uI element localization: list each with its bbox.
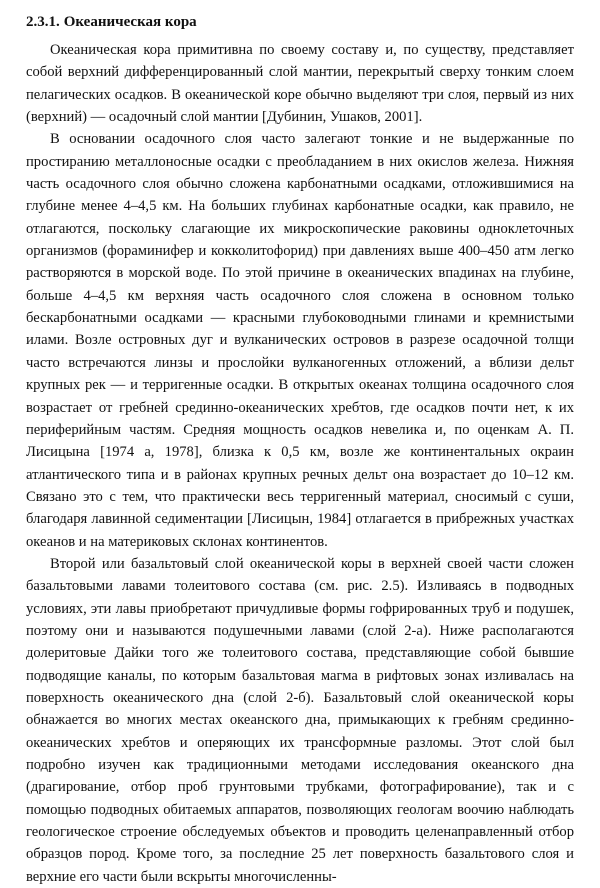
section-title: Океаническая кора	[63, 14, 197, 30]
document-page	[26, 10, 574, 888]
section-number: 2.3.1.	[26, 14, 60, 30]
paragraph-2: В основании осадочного слоя часто залегают тонкие и не выдержанные по простиранию металлоносные осадки с преобладанием в них окислов железа. Нижняя часть осадочного слоя обычно сложена карбонатными осадками, отложившимися на глубине менее 4–4,5 км. На больших глубинах карбонатные осадки, как правило, не отлагаются, поскольку слагающие их микроскопические раковины одноклеточных организмов (фораминифер и кокколитофорид) при давлениях выше 400–450 атм легко растворяются в морской воде. По этой причине в океанических впадинах на глубине, больше 4–4,5 км верхняя часть осадочного слоя сложена в основном только бескарбонатными осадками — красными глубоководными глинами и кремнистыми илами. Возле островных дуг и вулканических островов в разрезе осадочной толщи часто встречаются линзы и прослойки вулканогенных отложений, а вблизи дельт крупных рек — и терригенные осадки. В открытых океанах толщина осадочного слоя возрастает от гребней срединно-океанических хребтов, где осадков почти нет, к их периферийным частям. Средняя мощность осадков невелика и, по оценкам А. П. Лисицына [1974 а, 1978], близка к 0,5 км, возле же континентальных окраин атлантического типа и в районах крупных речных дельт она возрастает до 10–12 км. Связано это с тем, что практически весь терригенный материал, сносимый с суши, благодаря лавинной седиментации [Лисицын, 1984] отлагается в прибрежных участках океанов и на материковых склонах континентов.	[26, 131, 574, 550]
section-heading	[26, 10, 574, 34]
paragraph-3: Второй или базальтовый слой океанической коры в верхней своей части сложен базальтовыми лавами толеитового состава (см. рис. 2.5). Изливаясь в подводных условиях, эти лавы приобретают причудливые формы гофрированных труб и подушек, поэтому они и называются подушечными лавами (слой 2-а). Ниже располагаются долеритовые Дайки того же толеитового состава, представляющие собой бывшие подводящие каналы, по которым базальтовая магма в рифтовых зонах изливалась на поверхность океанического дна (слой 2-б). Базальтовый слой океанической коры обнажается во многих местах океанского дна, примыкающих к гребням срединно-океанических хребтов и оперяющих их трансформные разломы. Этот слой был подробно изучен как традиционными методами исследования океанского дна (драгирование, отбор проб грунтовыми трубками, фотографирование), так и с помощью подводных обитаемых аппаратов, позволяющих геологам воочию наблюдать геологическое строение обследуемых объектов и проводить целенаправленный отбор образцов пород. Кроме того, за последние 25 лет поверхность базальтового слоя и верхние его части были вскрыты многочисленны-	[26, 555, 574, 885]
paragraph-1: Океаническая кора примитивна по своему составу и, по существу, представляет собой верхний дифференцированный слой мантии, перекрытый сверху тонким слоем пелагических осадков. В океанической коре обычно выделяют три слоя, первый из них (верхний) — осадочный слой мантии [Дубинин, Ушаков, 2001].	[26, 42, 574, 126]
